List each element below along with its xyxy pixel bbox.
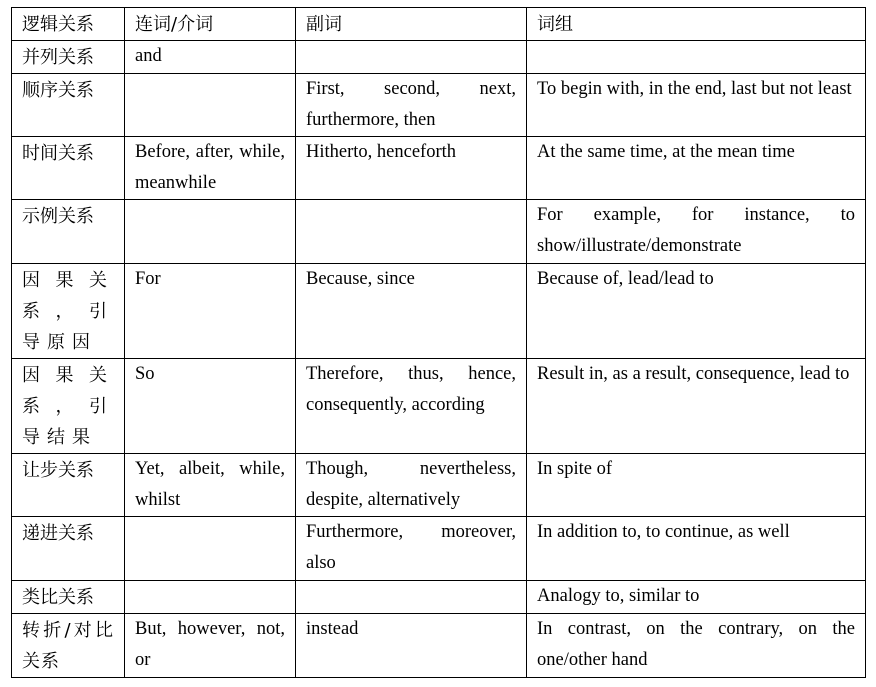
conjunction-cell — [125, 581, 296, 614]
table-row — [12, 359, 866, 454]
relation-cell: 让步关系 — [12, 454, 125, 517]
adverb-cell: First, second, next, furthermore, then — [296, 74, 527, 137]
relation-cell: 因果关系，引导结果 — [12, 359, 125, 454]
adverb-cell: instead — [296, 614, 527, 678]
relation-cell: 时间关系 — [12, 137, 125, 200]
table-row — [12, 137, 866, 200]
adverb-cell: Because, since — [296, 264, 527, 359]
adverb-cell — [296, 200, 527, 264]
relation-cell: 因果关系，引导原因 — [12, 264, 125, 359]
adverb-cell — [296, 41, 527, 74]
phrase-cell: Because of, lead/lead to — [527, 264, 866, 359]
table-row — [12, 41, 866, 74]
phrase-cell: In addition to, to continue, as well — [527, 517, 866, 581]
relation-cell: 并列关系 — [12, 41, 125, 74]
conjunction-cell — [125, 74, 296, 137]
conjunction-cell — [125, 517, 296, 581]
conjunction-cell: Yet, albeit, while, whilst — [125, 454, 296, 517]
conjunction-cell: For — [125, 264, 296, 359]
adverb-cell: Furthermore, moreover, also — [296, 517, 527, 581]
header-cell-relation: 逻辑关系 — [12, 8, 125, 41]
conjunction-cell: But, however, not, or — [125, 614, 296, 678]
phrase-cell: In spite of — [527, 454, 866, 517]
phrase-cell: To begin with, in the end, last but not least — [527, 74, 866, 137]
phrase-cell: At the same time, at the mean time — [527, 137, 866, 200]
logical-relations-table — [11, 7, 866, 678]
phrase-cell — [527, 41, 866, 74]
conjunction-cell: and — [125, 41, 296, 74]
table-row — [12, 581, 866, 614]
relation-cell: 顺序关系 — [12, 74, 125, 137]
header-cell-adverb: 副词 — [296, 8, 527, 41]
table-row — [12, 614, 866, 678]
adverb-cell: Hitherto, henceforth — [296, 137, 527, 200]
adverb-cell: Therefore, thus, hence, consequently, according — [296, 359, 527, 454]
relation-cell: 递进关系 — [12, 517, 125, 581]
table-row — [12, 74, 866, 137]
phrase-cell: In contrast, on the contrary, on the one/other hand — [527, 614, 866, 678]
table-row — [12, 454, 866, 517]
relation-cell: 类比关系 — [12, 581, 125, 614]
relation-cell: 示例关系 — [12, 200, 125, 264]
phrase-cell: Analogy to, similar to — [527, 581, 866, 614]
conjunction-cell — [125, 200, 296, 264]
phrase-cell: For example, for instance, to show/illustrate/demonstrate — [527, 200, 866, 264]
table-row — [12, 200, 866, 264]
conjunction-cell: Before, after, while, meanwhile — [125, 137, 296, 200]
header-row — [12, 8, 866, 41]
header-cell-conjunction: 连词/介词 — [125, 8, 296, 41]
header-cell-phrase: 词组 — [527, 8, 866, 41]
adverb-cell — [296, 581, 527, 614]
table-row — [12, 264, 866, 359]
relation-cell: 转折/对比关系 — [12, 614, 125, 678]
table-row — [12, 517, 866, 581]
adverb-cell: Though, nevertheless, despite, alternatively — [296, 454, 527, 517]
conjunction-cell: So — [125, 359, 296, 454]
phrase-cell: Result in, as a result, consequence, lead to — [527, 359, 866, 454]
